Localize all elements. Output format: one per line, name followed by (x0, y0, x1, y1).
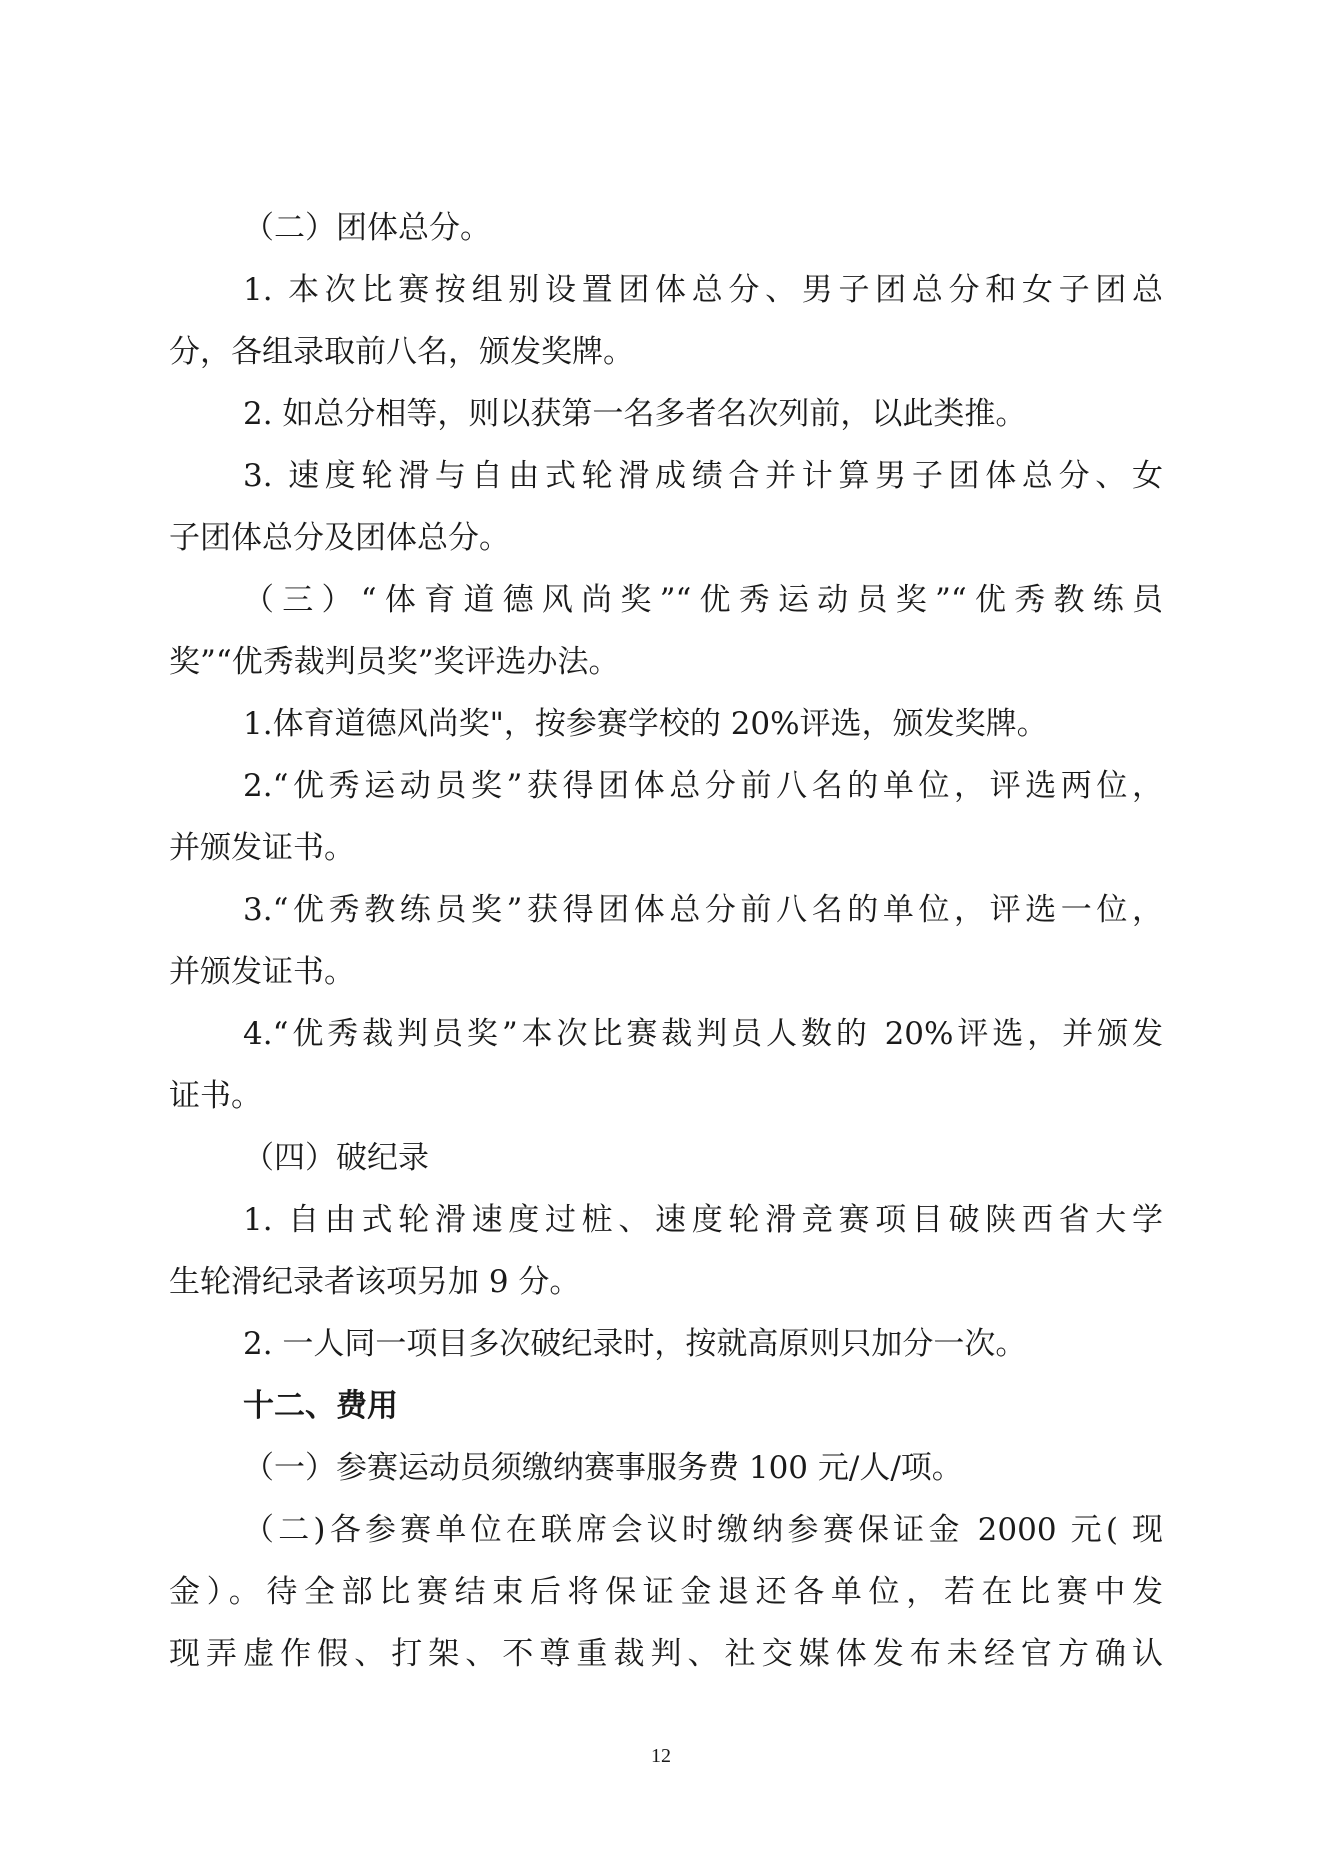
text-line: 2. 如总分相等，则以获第一名多者名次列前，以此类推。 (243, 396, 1027, 432)
text-line: 并颁发证书。 (169, 954, 355, 990)
text-line: 证书。 (169, 1078, 262, 1114)
page-number: 12 (651, 1745, 671, 1767)
document-body (169, 197, 1163, 1685)
text-line: （二)各参赛单位在联席会议时缴纳参赛保证金 2000 元( 现 (243, 1512, 1163, 1548)
text-line: 子团体总分及团体总分。 (169, 520, 510, 556)
text-line: 4.“优秀裁判员奖”本次比赛裁判员人数的 20%评选，并颁发 (243, 1016, 1163, 1052)
text-line: 3.“优秀教练员奖”获得团体总分前八名的单位，评选一位， (243, 892, 1163, 928)
text-line: 1. 本次比赛按组别设置团体总分、男子团总分和女子团总 (243, 272, 1163, 308)
text-line: 3. 速度轮滑与自由式轮滑成绩合并计算男子团体总分、女 (243, 458, 1163, 494)
text-line: 2.“优秀运动员奖”获得团体总分前八名的单位，评选两位， (243, 768, 1163, 804)
text-line: 并颁发证书。 (169, 830, 355, 866)
text-line: 1. 自由式轮滑速度过桩、速度轮滑竞赛项目破陕西省大学 (243, 1202, 1163, 1238)
text-line: 分，各组录取前八名，颁发奖牌。 (169, 334, 634, 370)
text-line: 金）。待全部比赛结束后将保证金退还各单位，若在比赛中发 (169, 1574, 1163, 1610)
text-line: （一）参赛运动员须缴纳赛事服务费 100 元/人/项。 (243, 1450, 963, 1486)
text-line: 1.体育道德风尚奖"，按参赛学校的 20%评选，颁发奖牌。 (243, 706, 1048, 742)
text-line: 奖”“优秀裁判员奖”奖评选办法。 (169, 644, 620, 680)
text-line: （四）破纪录 (243, 1140, 429, 1176)
text-line: （三）“体育道德风尚奖”“优秀运动员奖”“优秀教练员 (243, 582, 1163, 618)
text-line: （二）团体总分。 (243, 210, 491, 246)
section-heading: 十二、费用 (243, 1388, 398, 1424)
text-line: 2. 一人同一项目多次破纪录时，按就高原则只加分一次。 (243, 1326, 1027, 1362)
text-line: 现弄虚作假、打架、不尊重裁判、社交媒体发布未经官方确认 (169, 1636, 1163, 1672)
text-line: 生轮滑纪录者该项另加 9 分。 (169, 1264, 581, 1300)
